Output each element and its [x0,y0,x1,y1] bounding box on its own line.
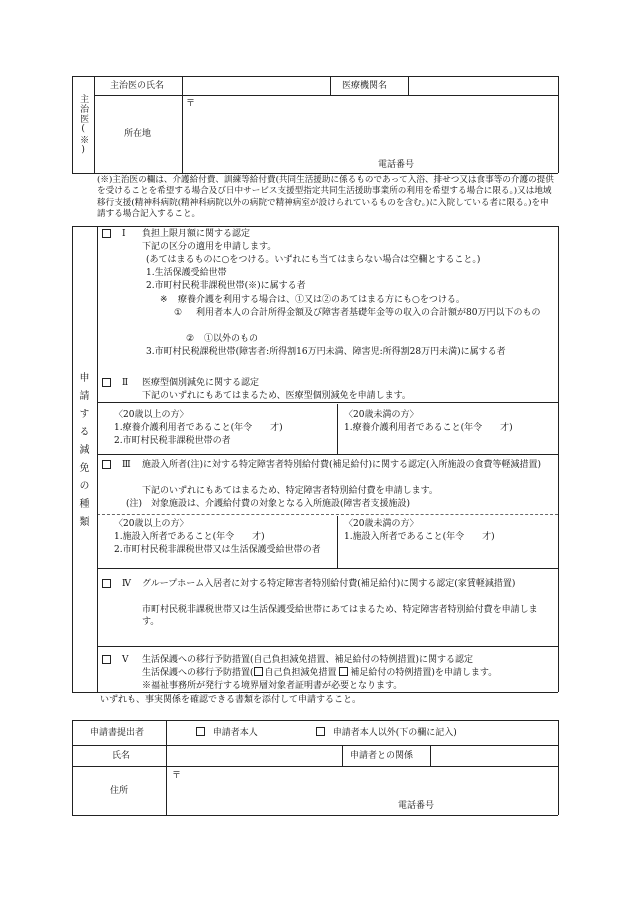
applicant-phone-label: 電話番号 [398,801,435,811]
relation-label: 申請者との関係 [350,751,414,761]
doctor-postal-mark: 〒 [186,99,196,109]
section-1-note-mark: ※ [160,295,168,305]
self-pay-reduction-checkbox[interactable] [254,667,263,676]
section-1-sub1: 利用者本人の合計所得金額及び障害者基礎年金等の収入の合計額が80万円以下のもの [196,308,541,318]
section-5-number: Ⅴ [122,655,129,665]
submitter-other-checkbox[interactable] [316,727,325,736]
section-3-left-head: 〈20歳以上の方〉 [114,519,189,529]
applicant-address-label: 住所 [110,786,129,796]
section-2-line1: 下記のいずれにもあてはまるため、医療型個別減免を申請します。 [142,391,411,401]
section-2-right1: 1.療養介護利用者であること(年令 才) [344,423,513,433]
section-1-checkbox[interactable] [102,229,111,238]
section-3-line1: 下記のいずれにもあてはまるため、特定障害者特別給付費を申請します。 [142,486,438,496]
section-5-title: 生活保護への移行予防措置(自己負担減免措置、補足給付の特例措置)に関する認定 [142,655,474,665]
section-5-line1-b: 自己負担減免措置 [264,668,337,678]
section-1-item3: 3.市町村民税課税世帯(障害者:所得割16万円未満、障害児:所得割28万円未満)に属する者 [146,347,506,357]
section-1-number: Ⅰ [122,229,126,239]
submitter-self-label: 申請者本人 [212,728,258,738]
section-1-sub2-mark: ② [186,334,195,344]
section-2-right-head: 〈20歳未満の方〉 [344,410,419,420]
applicant-name-field[interactable] [170,749,338,763]
section-3-number: Ⅲ [122,460,131,470]
applicant-name-label: 氏名 [112,751,131,761]
section-4-title: グループホーム入居者に対する特定障害者特別給付費(補足給付)に関する認定(家賃軽減措置) [142,579,516,589]
section-2-number: Ⅱ [122,378,129,388]
section-4-line1: 市町村民税非課税世帯又は生活保護受給世帯にあてはまるため、特定障害者特別給付費を申請します。 [142,605,538,628]
section-2-left-head: 〈20歳以上の方〉 [114,410,189,420]
doctor-name-label: 主治医の氏名 [110,81,165,91]
doctor-address-label: 所在地 [124,129,152,139]
section-3-left2: 2.市町村民税非課税世帯又は生活保護受給世帯の者 [114,545,321,555]
institution-field[interactable] [412,80,552,92]
submitter-label: 申請書提出者 [90,728,145,738]
section-5-checkbox[interactable] [102,655,111,664]
doctor-phone-label: 電話番号 [378,160,415,170]
section-1-item1: 1.生活保護受給世帯 [146,268,227,278]
section-1-sub2: ①以外のもの [204,334,259,344]
doctor-side-label: 主治医(※) [78,94,89,156]
section-3-left1: 1.施設入所者であること(年令 才) [114,532,265,542]
submitter-other-option[interactable] [316,727,457,739]
section-5-line1-c: 補足給付の特例措置)を申請します。 [350,668,498,678]
section-1-sub1-mark: ① [174,308,183,318]
institution-label: 医療機関名 [342,81,388,91]
section-2-checkbox[interactable] [102,378,111,387]
doctor-name-field[interactable] [186,80,326,92]
applicant-postal-mark: 〒 [172,771,182,781]
section-2-left2: 2.市町村民税非課税世帯の者 [114,436,231,446]
section-3-checkbox[interactable] [102,460,111,469]
submitter-self-option[interactable] [196,727,258,739]
supplement-special-checkbox[interactable] [339,667,348,676]
section-1-item2: 2.市町村民税非課税世帯(※)に属する者 [146,281,306,291]
section-4-number: Ⅳ [122,579,131,589]
section-2-left1: 1.療養介護利用者であること(年令 才) [114,423,283,433]
section-2-title: 医療型個別減免に関する認定 [142,378,260,388]
section-3-title: 施設入所者(注)に対する特定障害者特別給付費(補足給付)に関する認定(入所施設の食費等軽減措置) [142,460,542,470]
doctor-note: (※)主治医の欄は、介護給付費、訓練等給付費(共同生活援助に係るものであって入浴、排せつ又は食事等の介護の提供を受けることを希望する場合及び日中サービス支援型指定共同生活援助事業所の利用を希望する場合に限る。)又は地域移行支援(精神科病院(精神科病院以外の病院で精神病室が設けられているものを含む。)に入院している者に限る。)を申請する場合記入すること。 [97,175,554,220]
section-3-right-head: 〈20歳未満の方〉 [344,519,419,529]
submitter-self-checkbox[interactable] [196,727,205,736]
section-3-note: (注) 対象施設は、介護給付費の対象となる入所施設(障害者支援施設) [126,499,411,509]
reduction-footnote: いずれも、事実関係を確認できる書類を添付して申請すること。 [100,695,362,705]
section-5-line2: ※福祉事務所が発行する境界層対象者証明書が必要となります。 [142,681,403,691]
section-1-title: 負担上限月額に関する認定 [142,229,251,239]
relation-field[interactable] [434,749,554,763]
section-3-right1: 1.施設入所者であること(年令 才) [344,532,495,542]
section-1-line1: 下記の区分の適用を申請します。 [142,242,277,252]
section-5-line1-a: 生活保護への移行予防措置( [142,668,254,678]
reduction-side-label: 申請する減免の種類 [77,372,88,534]
section-1-line2: (あてはまるものに○をつける。いずれにも当てはまらない場合は空欄とすること。) [146,255,481,265]
section-4-checkbox[interactable] [102,579,111,588]
section-5-line1 [142,667,497,679]
submitter-other-label: 申請者本人以外(下の欄に記入) [332,728,457,738]
section-1-note: 療養介護を利用する場合は、①又は②のあてはまる方にも○をつける。 [178,295,465,305]
